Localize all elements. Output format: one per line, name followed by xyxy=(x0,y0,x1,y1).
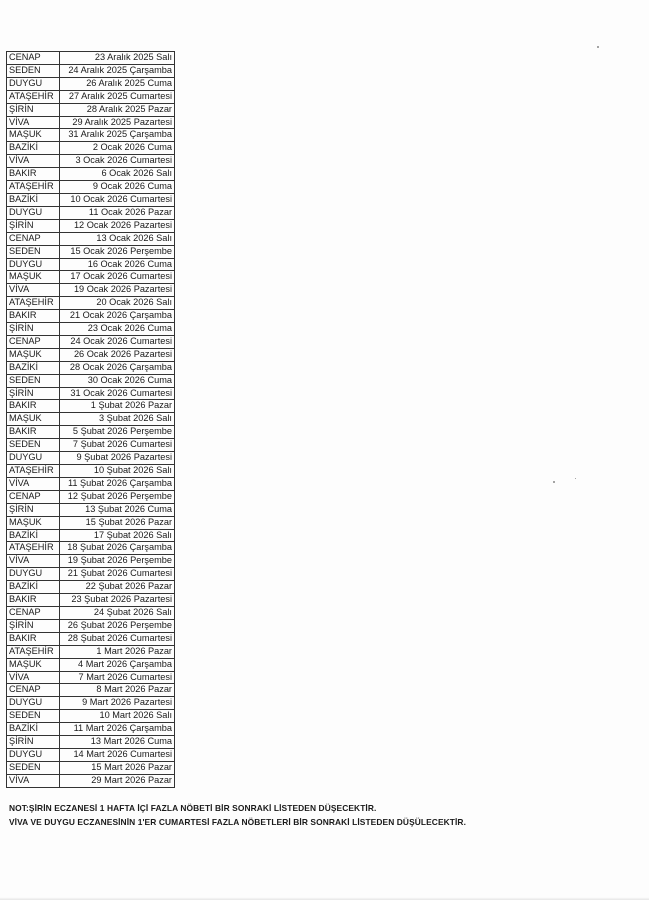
duty-date-cell: 11 Mart 2026 Çarşamba xyxy=(60,723,175,736)
table-row xyxy=(7,129,175,142)
pharmacy-name-cell: DUYGU xyxy=(7,748,60,761)
pharmacy-name-cell: DUYGU xyxy=(7,697,60,710)
duty-date-cell: 7 Mart 2026 Cumartesi xyxy=(60,671,175,684)
schedule-body xyxy=(7,52,175,788)
table-row xyxy=(7,64,175,77)
pharmacy-name-cell: BAZİKİ xyxy=(7,193,60,206)
duty-date-cell: 19 Şubat 2026 Perşembe xyxy=(60,555,175,568)
pharmacy-name-cell: DUYGU xyxy=(7,77,60,90)
duty-date-cell: 9 Mart 2026 Pazartesi xyxy=(60,697,175,710)
table-row xyxy=(7,761,175,774)
table-row xyxy=(7,284,175,297)
pharmacy-name-cell: ATAŞEHİR xyxy=(7,645,60,658)
table-row xyxy=(7,361,175,374)
duty-date-cell: 13 Mart 2026 Cuma xyxy=(60,736,175,749)
table-row xyxy=(7,77,175,90)
table-row xyxy=(7,116,175,129)
table-row xyxy=(7,658,175,671)
pharmacy-name-cell: BAZİKİ xyxy=(7,142,60,155)
pharmacy-name-cell: CENAP xyxy=(7,606,60,619)
duty-date-cell: 8 Mart 2026 Pazar xyxy=(60,684,175,697)
table-row xyxy=(7,594,175,607)
duty-date-cell: 13 Şubat 2026 Cuma xyxy=(60,503,175,516)
table-row xyxy=(7,90,175,103)
pharmacy-name-cell: CENAP xyxy=(7,232,60,245)
pharmacy-name-cell: CENAP xyxy=(7,52,60,65)
table-row xyxy=(7,697,175,710)
table-row xyxy=(7,168,175,181)
duty-date-cell: 15 Şubat 2026 Pazar xyxy=(60,516,175,529)
scan-speck xyxy=(597,46,599,48)
duty-date-cell: 23 Şubat 2026 Pazartesi xyxy=(60,594,175,607)
table-row xyxy=(7,684,175,697)
pharmacy-name-cell: BAZİKİ xyxy=(7,361,60,374)
duty-date-cell: 1 Şubat 2026 Pazar xyxy=(60,400,175,413)
duty-date-cell: 18 Şubat 2026 Çarşamba xyxy=(60,542,175,555)
table-row xyxy=(7,323,175,336)
pharmacy-name-cell: ŞİRİN xyxy=(7,619,60,632)
pharmacy-name-cell: DUYGU xyxy=(7,452,60,465)
pharmacy-name-cell: CENAP xyxy=(7,684,60,697)
table-row xyxy=(7,206,175,219)
table-row xyxy=(7,723,175,736)
table-row xyxy=(7,258,175,271)
table-row xyxy=(7,671,175,684)
table-row xyxy=(7,348,175,361)
pharmacy-name-cell: SEDEN xyxy=(7,761,60,774)
table-row xyxy=(7,774,175,787)
duty-date-cell: 30 Ocak 2026 Cuma xyxy=(60,374,175,387)
pharmacy-name-cell: MAŞUK xyxy=(7,348,60,361)
pharmacy-name-cell: VİVA xyxy=(7,284,60,297)
table-row xyxy=(7,477,175,490)
table-row xyxy=(7,387,175,400)
table-row xyxy=(7,529,175,542)
duty-date-cell: 31 Aralık 2025 Çarşamba xyxy=(60,129,175,142)
duty-date-cell: 12 Ocak 2026 Pazartesi xyxy=(60,219,175,232)
duty-date-cell: 3 Şubat 2026 Salı xyxy=(60,413,175,426)
duty-date-cell: 12 Şubat 2026 Perşembe xyxy=(60,490,175,503)
pharmacy-name-cell: BAZİKİ xyxy=(7,723,60,736)
pharmacy-name-cell: DUYGU xyxy=(7,206,60,219)
duty-date-cell: 3 Ocak 2026 Cumartesi xyxy=(60,155,175,168)
table-row xyxy=(7,568,175,581)
notes xyxy=(9,801,466,829)
note-line-1: NOT:ŞİRİN ECZANESİ 1 HAFTA İÇİ FAZLA NÖBETİ BİR SONRAKİ LİSTEDEN DÜŞECEKTİR. xyxy=(9,803,377,813)
note-line-2: VİVA VE DUYGU ECZANESİNİN 1'ER CUMARTESİ FAZLA NÖBETLERİ BİR SONRAKİ LİSTEDEN DÜŞÜLECEKTİR. xyxy=(9,817,467,827)
table-row xyxy=(7,310,175,323)
duty-date-cell: 9 Şubat 2026 Pazartesi xyxy=(60,452,175,465)
pharmacy-name-cell: CENAP xyxy=(7,490,60,503)
pharmacy-name-cell: SEDEN xyxy=(7,64,60,77)
pharmacy-name-cell: ŞİRİN xyxy=(7,323,60,336)
table-row xyxy=(7,232,175,245)
pharmacy-name-cell: SEDEN xyxy=(7,710,60,723)
pharmacy-name-cell: MAŞUK xyxy=(7,658,60,671)
table-row xyxy=(7,413,175,426)
pharmacy-name-cell: ATAŞEHİR xyxy=(7,542,60,555)
duty-date-cell: 1 Mart 2026 Pazar xyxy=(60,645,175,658)
duty-date-cell: 21 Şubat 2026 Cumartesi xyxy=(60,568,175,581)
duty-date-cell: 10 Şubat 2026 Salı xyxy=(60,465,175,478)
pharmacy-name-cell: BAKIR xyxy=(7,594,60,607)
duty-date-cell: 14 Mart 2026 Cumartesi xyxy=(60,748,175,761)
duty-date-cell: 23 Ocak 2026 Cuma xyxy=(60,323,175,336)
pharmacy-name-cell: BAZİKİ xyxy=(7,529,60,542)
pharmacy-name-cell: DUYGU xyxy=(7,258,60,271)
table-row xyxy=(7,465,175,478)
duty-date-cell: 22 Şubat 2026 Pazar xyxy=(60,581,175,594)
duty-date-cell: 29 Mart 2026 Pazar xyxy=(60,774,175,787)
pharmacy-name-cell: ATAŞEHİR xyxy=(7,297,60,310)
table-row xyxy=(7,297,175,310)
table-row xyxy=(7,155,175,168)
pharmacy-name-cell: VİVA xyxy=(7,774,60,787)
pharmacy-name-cell: ŞİRİN xyxy=(7,219,60,232)
duty-date-cell: 28 Şubat 2026 Cumartesi xyxy=(60,632,175,645)
duty-date-cell: 11 Şubat 2026 Çarşamba xyxy=(60,477,175,490)
pharmacy-name-cell: MAŞUK xyxy=(7,413,60,426)
table-row xyxy=(7,632,175,645)
pharmacy-name-cell: ŞİRİN xyxy=(7,736,60,749)
table-row xyxy=(7,503,175,516)
duty-date-cell: 28 Aralık 2025 Pazar xyxy=(60,103,175,116)
table-row xyxy=(7,452,175,465)
table-row xyxy=(7,374,175,387)
duty-date-cell: 19 Ocak 2026 Pazartesi xyxy=(60,284,175,297)
duty-date-cell: 15 Ocak 2026 Perşembe xyxy=(60,245,175,258)
duty-date-cell: 7 Şubat 2026 Cumartesi xyxy=(60,439,175,452)
table-row xyxy=(7,606,175,619)
table-row xyxy=(7,52,175,65)
duty-date-cell: 26 Şubat 2026 Perşembe xyxy=(60,619,175,632)
table-row xyxy=(7,710,175,723)
table-row xyxy=(7,426,175,439)
duty-date-cell: 29 Aralık 2025 Pazartesi xyxy=(60,116,175,129)
pharmacy-name-cell: ATAŞEHİR xyxy=(7,90,60,103)
duty-date-cell: 17 Ocak 2026 Cumartesi xyxy=(60,271,175,284)
duty-date-cell: 31 Ocak 2026 Cumartesi xyxy=(60,387,175,400)
table-row xyxy=(7,542,175,555)
duty-date-cell: 10 Ocak 2026 Cumartesi xyxy=(60,193,175,206)
duty-date-cell: 2 Ocak 2026 Cuma xyxy=(60,142,175,155)
pharmacy-name-cell: ATAŞEHİR xyxy=(7,181,60,194)
pharmacy-name-cell: MAŞUK xyxy=(7,129,60,142)
pharmacy-name-cell: DUYGU xyxy=(7,568,60,581)
table-row xyxy=(7,555,175,568)
pharmacy-name-cell: VİVA xyxy=(7,155,60,168)
pharmacy-name-cell: BAKIR xyxy=(7,426,60,439)
duty-date-cell: 26 Ocak 2026 Pazartesi xyxy=(60,348,175,361)
duty-date-cell: 11 Ocak 2026 Pazar xyxy=(60,206,175,219)
table-row xyxy=(7,439,175,452)
duty-date-cell: 6 Ocak 2026 Salı xyxy=(60,168,175,181)
pharmacy-name-cell: VİVA xyxy=(7,116,60,129)
duty-date-cell: 17 Şubat 2026 Salı xyxy=(60,529,175,542)
duty-date-cell: 27 Aralık 2025 Cumartesi xyxy=(60,90,175,103)
table-row xyxy=(7,142,175,155)
duty-date-cell: 4 Mart 2026 Çarşamba xyxy=(60,658,175,671)
table-row xyxy=(7,271,175,284)
scan-speck xyxy=(575,478,576,479)
pharmacy-name-cell: ŞİRİN xyxy=(7,503,60,516)
duty-date-cell: 10 Mart 2026 Salı xyxy=(60,710,175,723)
pharmacy-name-cell: ŞİRİN xyxy=(7,387,60,400)
pharmacy-name-cell: BAZİKİ xyxy=(7,581,60,594)
duty-date-cell: 5 Şubat 2026 Perşembe xyxy=(60,426,175,439)
pharmacy-name-cell: VİVA xyxy=(7,671,60,684)
scan-speck xyxy=(553,481,555,483)
table-row xyxy=(7,748,175,761)
pharmacy-name-cell: MAŞUK xyxy=(7,271,60,284)
table-row xyxy=(7,335,175,348)
table-row xyxy=(7,181,175,194)
table-row xyxy=(7,645,175,658)
table-row xyxy=(7,245,175,258)
pharmacy-name-cell: SEDEN xyxy=(7,245,60,258)
duty-date-cell: 13 Ocak 2026 Salı xyxy=(60,232,175,245)
duty-date-cell: 28 Ocak 2026 Çarşamba xyxy=(60,361,175,374)
table-row xyxy=(7,619,175,632)
pharmacy-name-cell: BAKIR xyxy=(7,632,60,645)
pharmacy-name-cell: MAŞUK xyxy=(7,516,60,529)
table-row xyxy=(7,193,175,206)
pharmacy-name-cell: ATAŞEHİR xyxy=(7,465,60,478)
pharmacy-name-cell: CENAP xyxy=(7,335,60,348)
duty-date-cell: 20 Ocak 2026 Salı xyxy=(60,297,175,310)
pharmacy-name-cell: SEDEN xyxy=(7,439,60,452)
table-row xyxy=(7,581,175,594)
table-row xyxy=(7,516,175,529)
duty-date-cell: 21 Ocak 2026 Çarşamba xyxy=(60,310,175,323)
duty-date-cell: 24 Ocak 2026 Cumartesi xyxy=(60,335,175,348)
table-row xyxy=(7,490,175,503)
pharmacy-name-cell: BAKIR xyxy=(7,310,60,323)
duty-date-cell: 24 Aralık 2025 Çarşamba xyxy=(60,64,175,77)
pharmacy-name-cell: VİVA xyxy=(7,555,60,568)
pharmacy-name-cell: BAKIR xyxy=(7,168,60,181)
duty-date-cell: 16 Ocak 2026 Cuma xyxy=(60,258,175,271)
duty-schedule-table xyxy=(6,51,175,788)
duty-date-cell: 9 Ocak 2026 Cuma xyxy=(60,181,175,194)
duty-date-cell: 24 Şubat 2026 Salı xyxy=(60,606,175,619)
duty-date-cell: 15 Mart 2026 Pazar xyxy=(60,761,175,774)
duty-date-cell: 23 Aralık 2025 Salı xyxy=(60,52,175,65)
table-row xyxy=(7,219,175,232)
pharmacy-name-cell: ŞİRİN xyxy=(7,103,60,116)
pharmacy-name-cell: BAKIR xyxy=(7,400,60,413)
table-row xyxy=(7,736,175,749)
pharmacy-name-cell: SEDEN xyxy=(7,374,60,387)
table-row xyxy=(7,400,175,413)
duty-date-cell: 26 Aralık 2025 Cuma xyxy=(60,77,175,90)
table-row xyxy=(7,103,175,116)
pharmacy-name-cell: VİVA xyxy=(7,477,60,490)
